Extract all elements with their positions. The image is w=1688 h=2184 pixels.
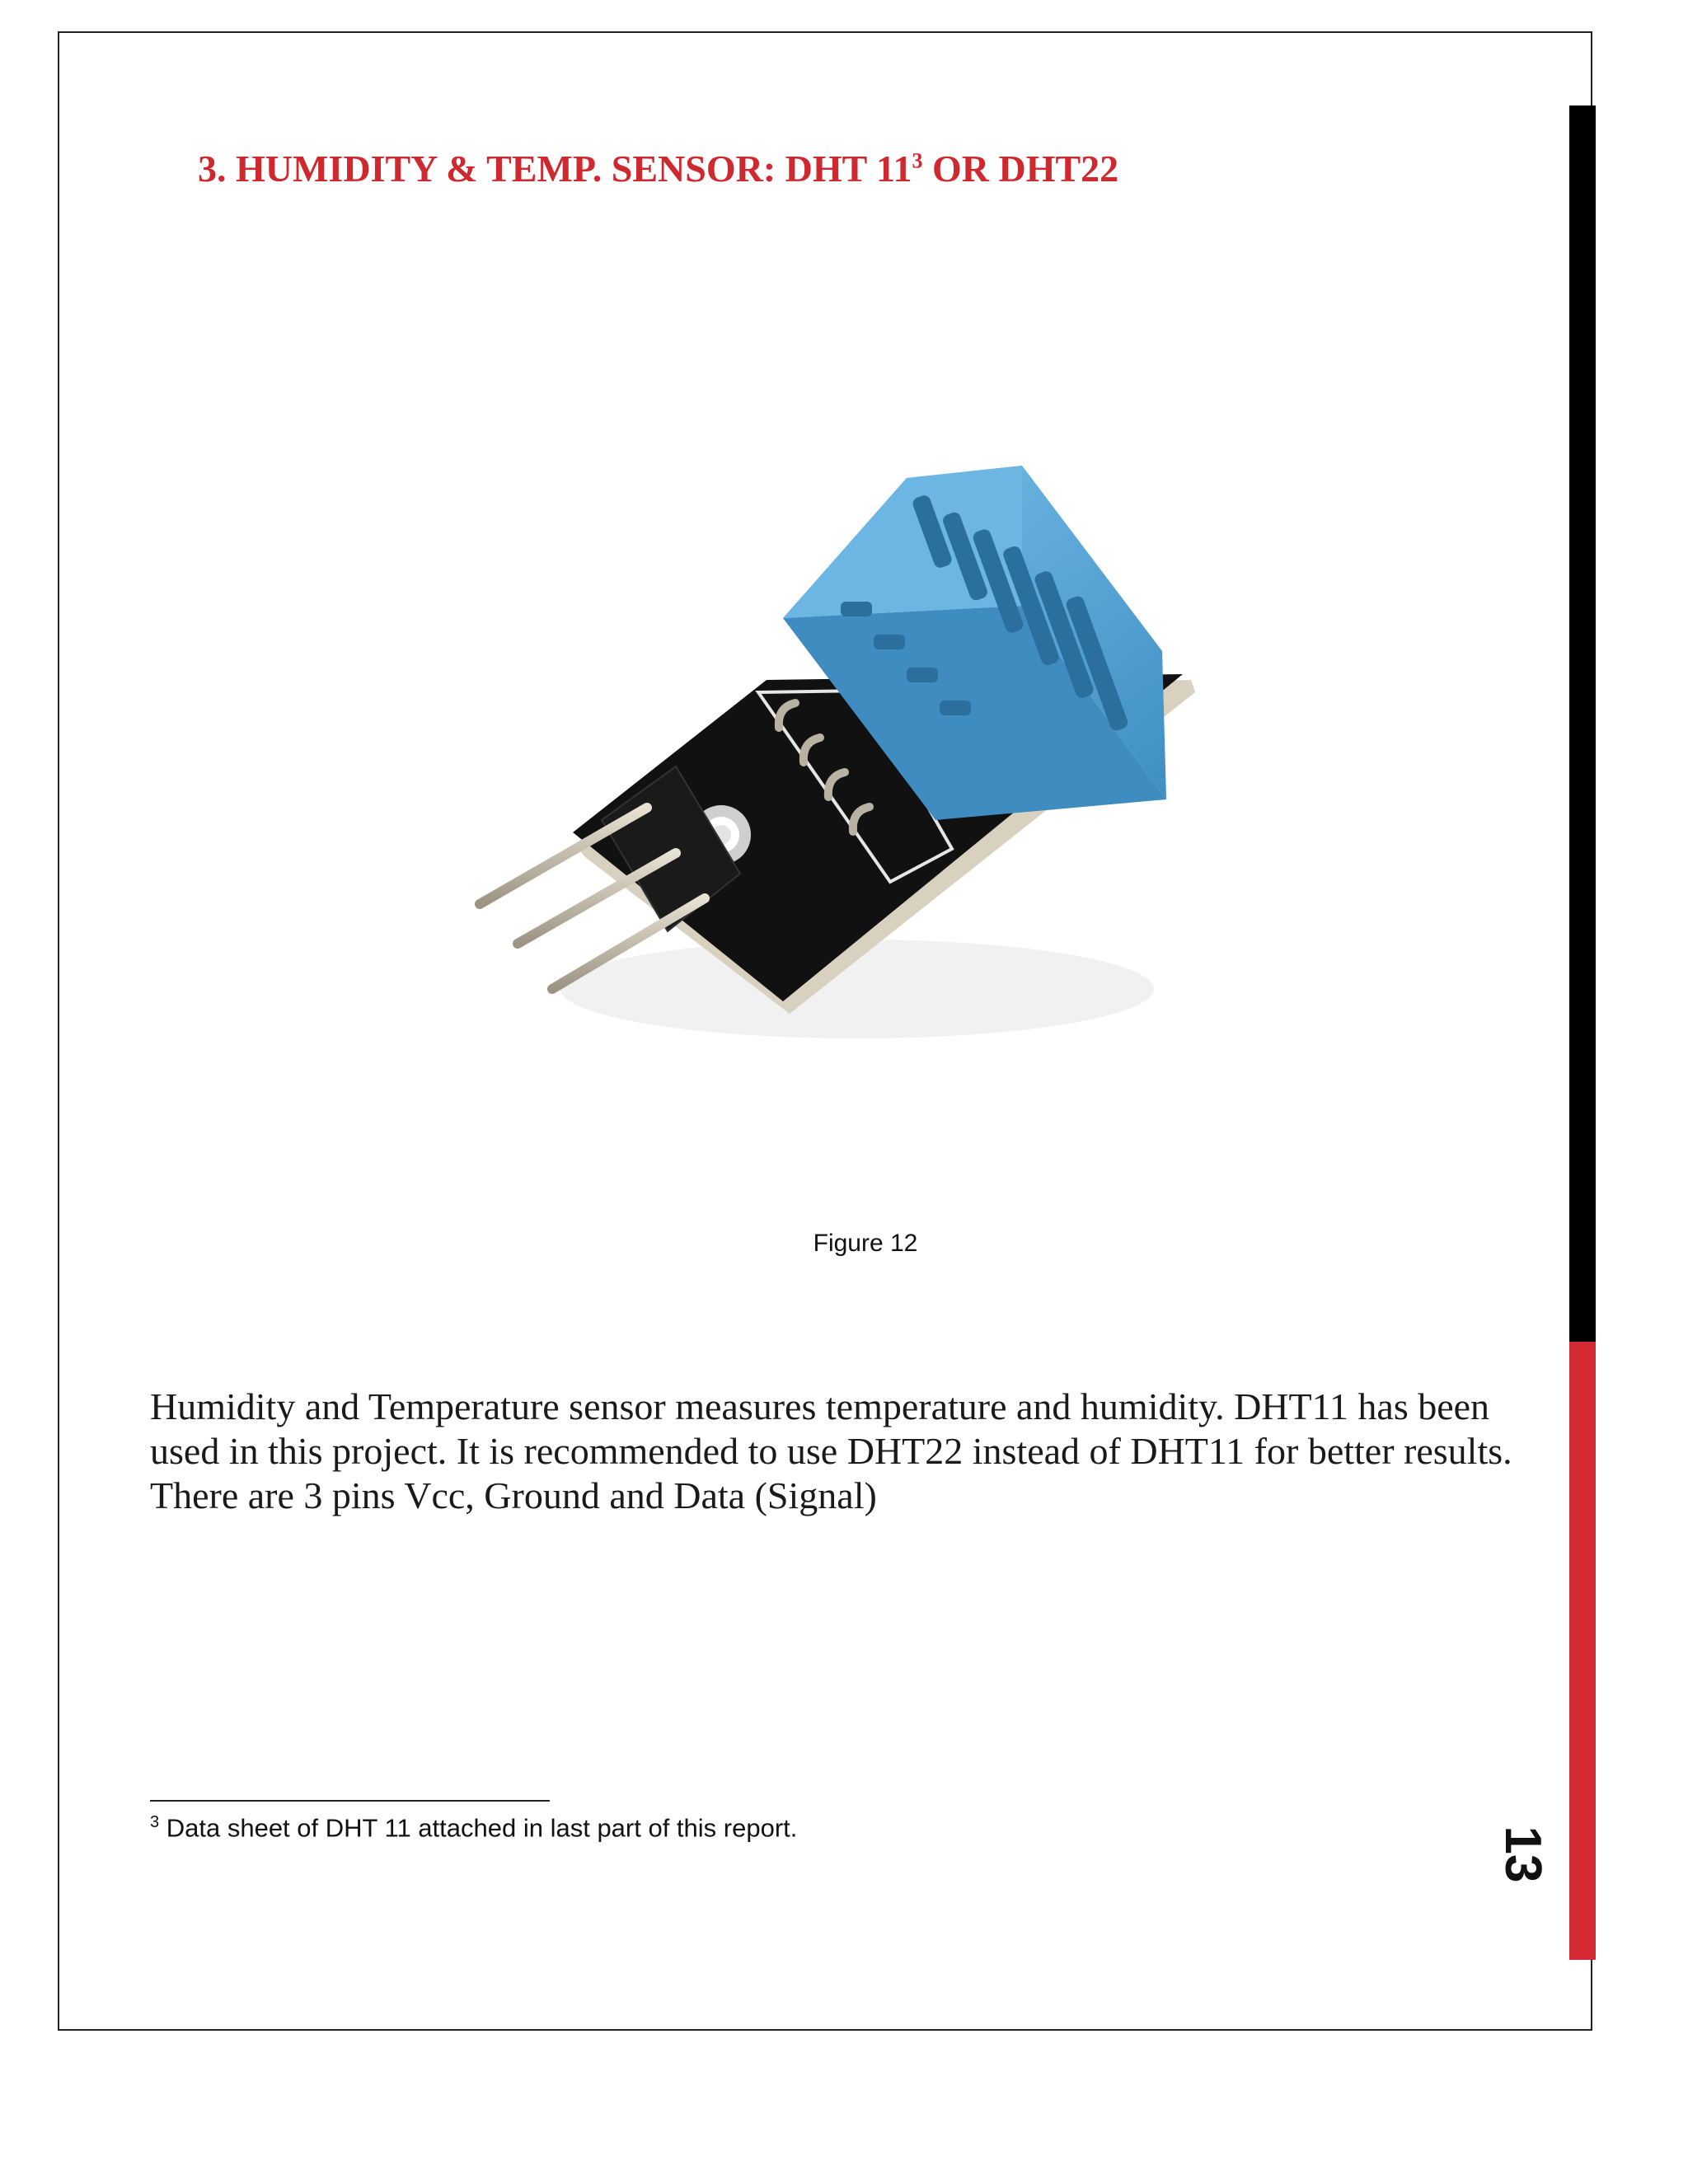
section-title (198, 147, 1118, 190)
footnote-ref[interactable]: 3 (912, 148, 923, 173)
section-title-text: 3. HUMIDITY & TEMP. SENSOR: DHT 11 (198, 148, 912, 190)
side-bar-black (1569, 105, 1596, 1342)
footnote-marker: 3 (150, 1813, 160, 1831)
footnote-text: Data sheet of DHT 11 attached in last part of this report. (159, 1813, 798, 1843)
page-number: 13 (1494, 1825, 1552, 1883)
body-paragraph: Humidity and Temperature sensor measures temperature and humidity. DHT11 has been used in this project. It is recommended to use DHT22 instead of DHT11 for better results. There are 3 pins Vcc, Ground and Data (Signal) (150, 1385, 1512, 1516)
figure-caption: Figure 12 (813, 1230, 918, 1257)
footnote (150, 1813, 1386, 1843)
dht11-sensor-module-image (429, 445, 1253, 1104)
side-bar-red (1569, 1342, 1596, 1960)
footnote-rule (150, 1800, 550, 1802)
section-title-suffix: OR DHT22 (922, 148, 1119, 190)
